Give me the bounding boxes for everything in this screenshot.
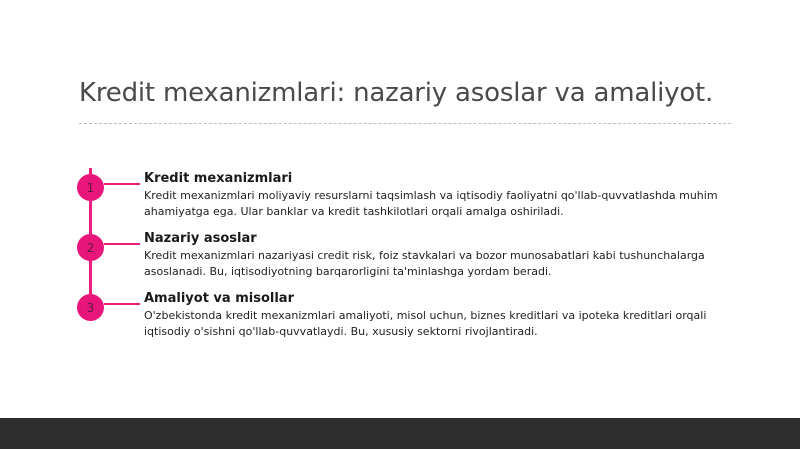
item-description-1: Kredit mexanizmlari moliyaviy resurslarni taqsimlash va iqtisodiy faoliyatni qo'llab-quvvatlashda muhim ahamiyatga ega. Ular banklar va kredit tashkilotlari orqali amalga oshiriladi. [144,189,718,218]
slide-title: Kredit mexanizmlari: nazariy asoslar va amaliyot. [79,78,714,108]
timeline-marker-1: 1 [77,174,104,201]
item-description-2: Kredit mexanizmlari nazariyasi credit risk, foiz stavkalari va bozor munosabatlari kabi tushunchalarga asoslanadi. Bu, iqtisodiyotning barqarorligini ta'minlashga yordam beradi. [144,249,705,278]
timeline-connector-2 [104,243,140,245]
timeline-marker-2: 2 [77,234,104,261]
bottom-bar [0,418,800,449]
timeline-marker-3: 3 [77,294,104,321]
item-description-3: O'zbekistonda kredit mexanizmlari amaliyoti, misol uchun, biznes kreditlari va ipoteka kreditlari orqali iqtisodiy o'sishni qo'llab-quvvatlaydi. Bu, xususiy sektorni rivojlantiradi. [144,309,707,338]
timeline-connector-1 [104,183,140,185]
timeline-connector-3 [104,303,140,305]
item-heading-1: Kredit mexanizmlari [144,171,293,186]
item-heading-2: Nazariy asoslar [144,231,257,246]
title-divider [79,123,731,124]
item-heading-3: Amaliyot va misollar [144,291,294,306]
